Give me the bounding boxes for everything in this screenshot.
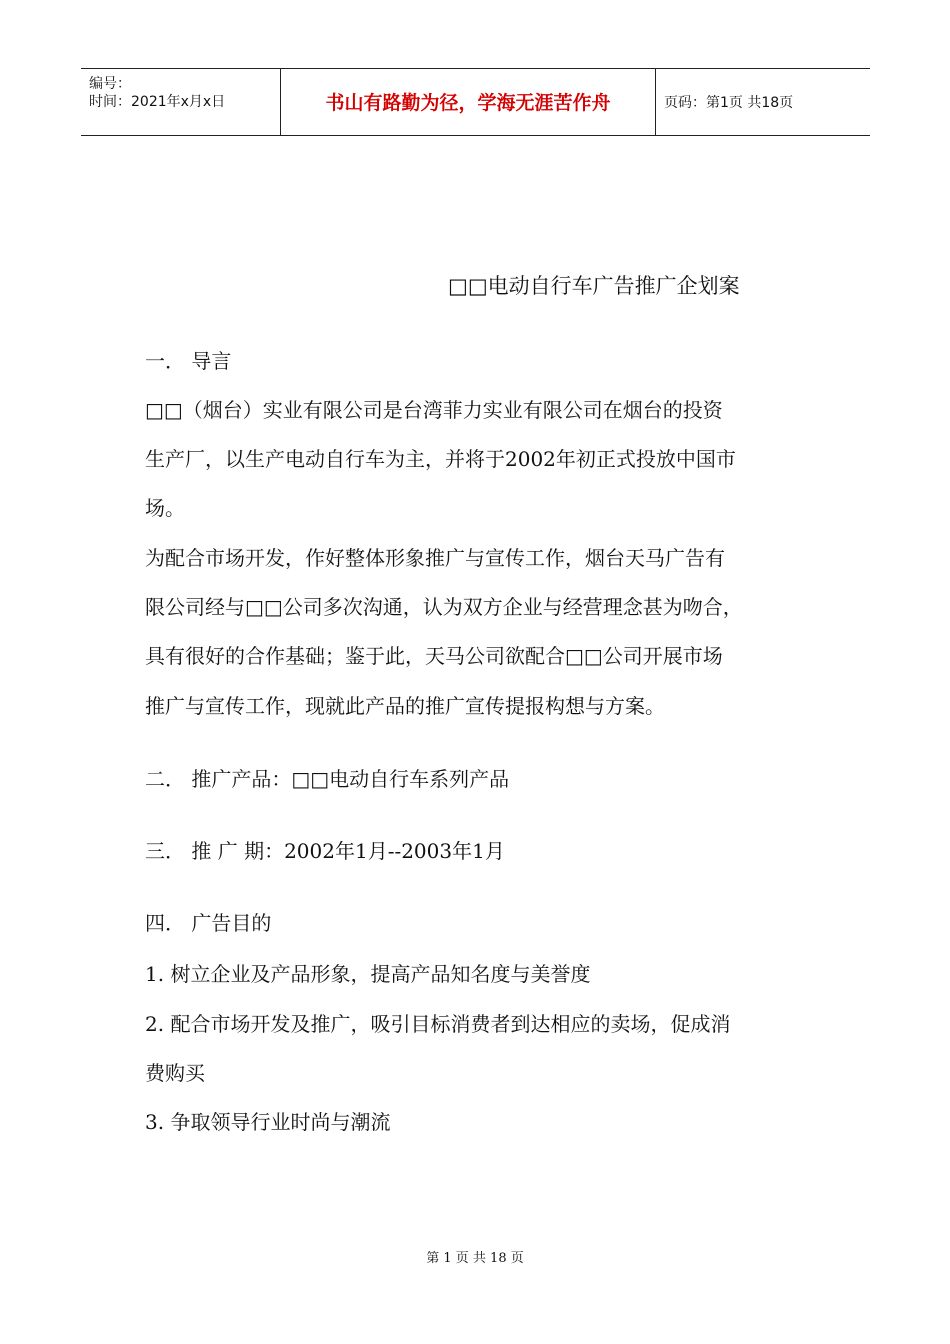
section-heading: 四． 广告目的 <box>145 911 272 935</box>
document-title: □□电动自行车广告推广企划案 <box>448 274 740 298</box>
paragraph-line: 场。 <box>145 496 185 520</box>
paragraph-line: 为配合市场开发，作好整体形象推广与宣传工作，烟台天马广告有 <box>145 546 725 570</box>
number-label: 编号： <box>89 76 131 92</box>
header-motto: 书山有路勤为径，学海无涯苦作舟 <box>281 69 656 135</box>
list-item: 2. 配合市场开发及推广，吸引目标消费者到达相应的卖场，促成消 <box>145 1012 731 1036</box>
list-item: 1. 树立企业及产品形象，提高产品知名度与美誉度 <box>145 962 591 986</box>
section-heading: 三． 推 广 期：2002年1月--2003年1月 <box>145 839 505 863</box>
page-footer: 第 1 页 共 18 页 <box>426 1251 524 1266</box>
section-heading: 二． 推广产品：□□电动自行车系列产品 <box>145 767 510 791</box>
header-page-info: 页码：第1页 共18页 <box>664 95 794 111</box>
document-header <box>81 68 870 136</box>
header-meta-cell <box>81 69 281 135</box>
time-label: 时间：2021年x月x日 <box>89 94 226 110</box>
section-heading: 一． 导言 <box>145 349 232 373</box>
paragraph-line: 生产厂，以生产电动自行车为主，并将于2002年初正式投放中国市 <box>145 447 736 471</box>
list-item: 3. 争取领导行业时尚与潮流 <box>145 1110 391 1134</box>
paragraph-line: 限公司经与□□公司多次沟通，认为双方企业与经营理念甚为吻合， <box>145 595 743 619</box>
paragraph-line: 推广与宣传工作，现就此产品的推广宣传提报构想与方案。 <box>145 694 665 718</box>
paragraph-line: 具有很好的合作基础；鉴于此，天马公司欲配合□□公司开展市场 <box>145 644 723 668</box>
paragraph-line: □□（烟台）实业有限公司是台湾菲力实业有限公司在烟台的投资 <box>145 398 723 422</box>
list-item-continuation: 费购买 <box>145 1061 205 1085</box>
